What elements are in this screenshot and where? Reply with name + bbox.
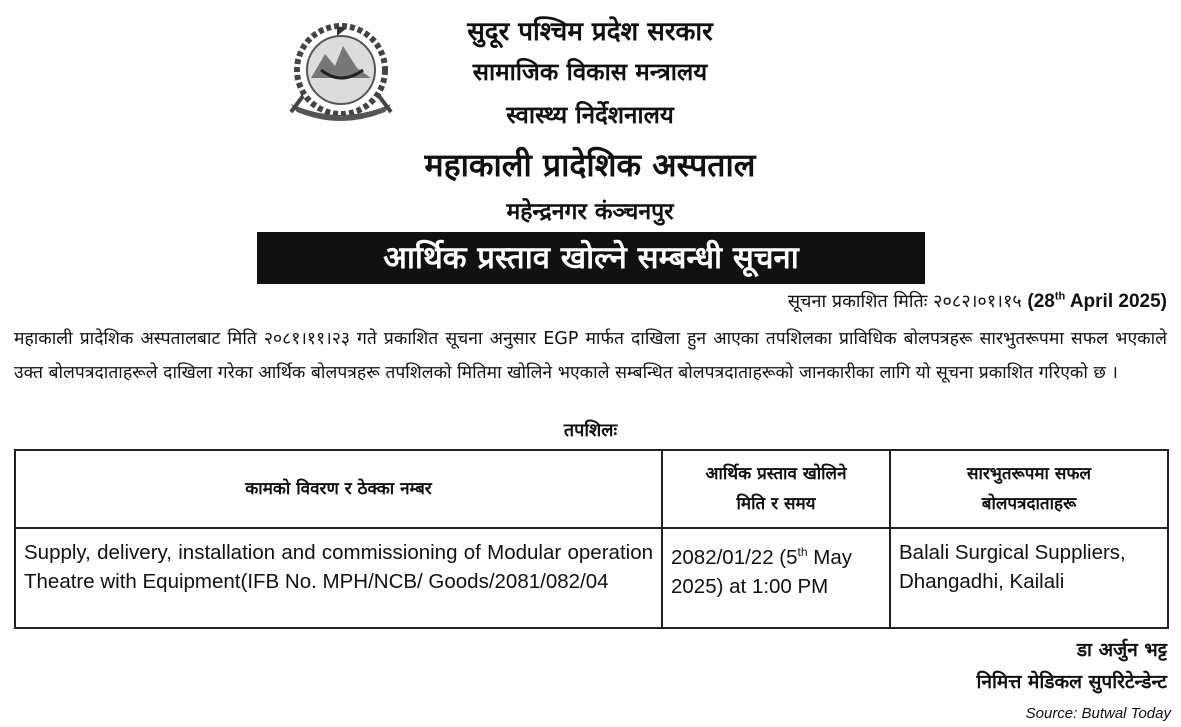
table-row — [15, 528, 1168, 628]
header-work-text: कामको विवरण र ठेक्का नम्बर — [245, 479, 432, 499]
notice-title-banner — [257, 232, 925, 284]
signatory-name: डा अर्जुन भट्ट — [1076, 639, 1167, 661]
source-credit: Source: Butwal Today — [1025, 705, 1171, 722]
publication-date-english — [1027, 291, 1167, 312]
opening-a: 2082/01/22 (5 — [671, 545, 798, 569]
row-opening — [662, 528, 890, 628]
header-opening — [662, 450, 890, 528]
publication-date — [788, 289, 1167, 313]
opening-b: May 2025) at 1:00 PM — [671, 545, 852, 598]
header-bidders — [890, 450, 1168, 528]
notice-body: महाकाली प्रादेशिक अस्पतालबाट मिति २०८१।११।२३ गते प्रकाशित सूचना अनुसार EGP मार्फत दाखिला हुन आएका तपशिलका प्राविधिक बोलपत्रहरू सारभुतरूपमा सफल भएकाले उक्त बोलपत्रदाताहरूले दाखिला गरेका आर्थिक बोलपत्रहरू तपशिलको मितिमा खोलिने भएकाले सम्बन्धित बोलपत्रदाताहरूको जानकारीका लागि यो सूचना प्रकाशित गरिएको छ । — [14, 329, 1167, 383]
header-bidders-line1: सारभुतरूपमा सफल — [967, 464, 1091, 484]
government-name: सुदूर पश्चिम प्रदेश सरकार — [467, 17, 713, 47]
publication-date-label: सूचना प्रकाशित मितिः २०८२।०१।१५ — [787, 291, 1022, 312]
date-close: April 2025) — [1065, 291, 1167, 312]
table-header-row — [15, 450, 1168, 528]
header-bidders-line2: बोलपत्रदाताहरू — [981, 494, 1077, 514]
schedule-label: तपशिलः — [563, 420, 618, 441]
header-opening-line2: मिति र समय — [736, 494, 816, 514]
row-work: Supply, delivery, installation and commissioning of Modular operation Theatre with Equipment(IFB No. MPH/NCB/ Goods/2081/082/04 — [15, 528, 662, 628]
hospital-location: महेन्द्रनगर कंञ्चनपुर — [506, 199, 674, 225]
date-sup: th — [1054, 290, 1066, 303]
header-work — [15, 450, 662, 528]
header-opening-line1: आर्थिक प्रस्ताव खोलिने — [705, 464, 847, 484]
signatory-title: निमित्त मेडिकल सुपरिटेन्डेन्ट — [976, 671, 1167, 693]
directorate-name: स्वास्थ्य निर्देशनालय — [506, 101, 674, 129]
bid-table — [14, 449, 1169, 629]
notice-title: आर्थिक प्रस्ताव खोल्ने सम्बन्धी सूचना — [383, 240, 799, 276]
hospital-name: महाकाली प्रादेशिक अस्पताल — [424, 146, 756, 184]
opening-sup: th — [797, 545, 808, 559]
row-bidder: Balali Surgical Suppliers, Dhangadhi, Kailali — [890, 528, 1168, 628]
date-open: (28 — [1027, 291, 1055, 312]
ministry-name: सामाजिक विकास मन्त्रालय — [472, 58, 708, 86]
